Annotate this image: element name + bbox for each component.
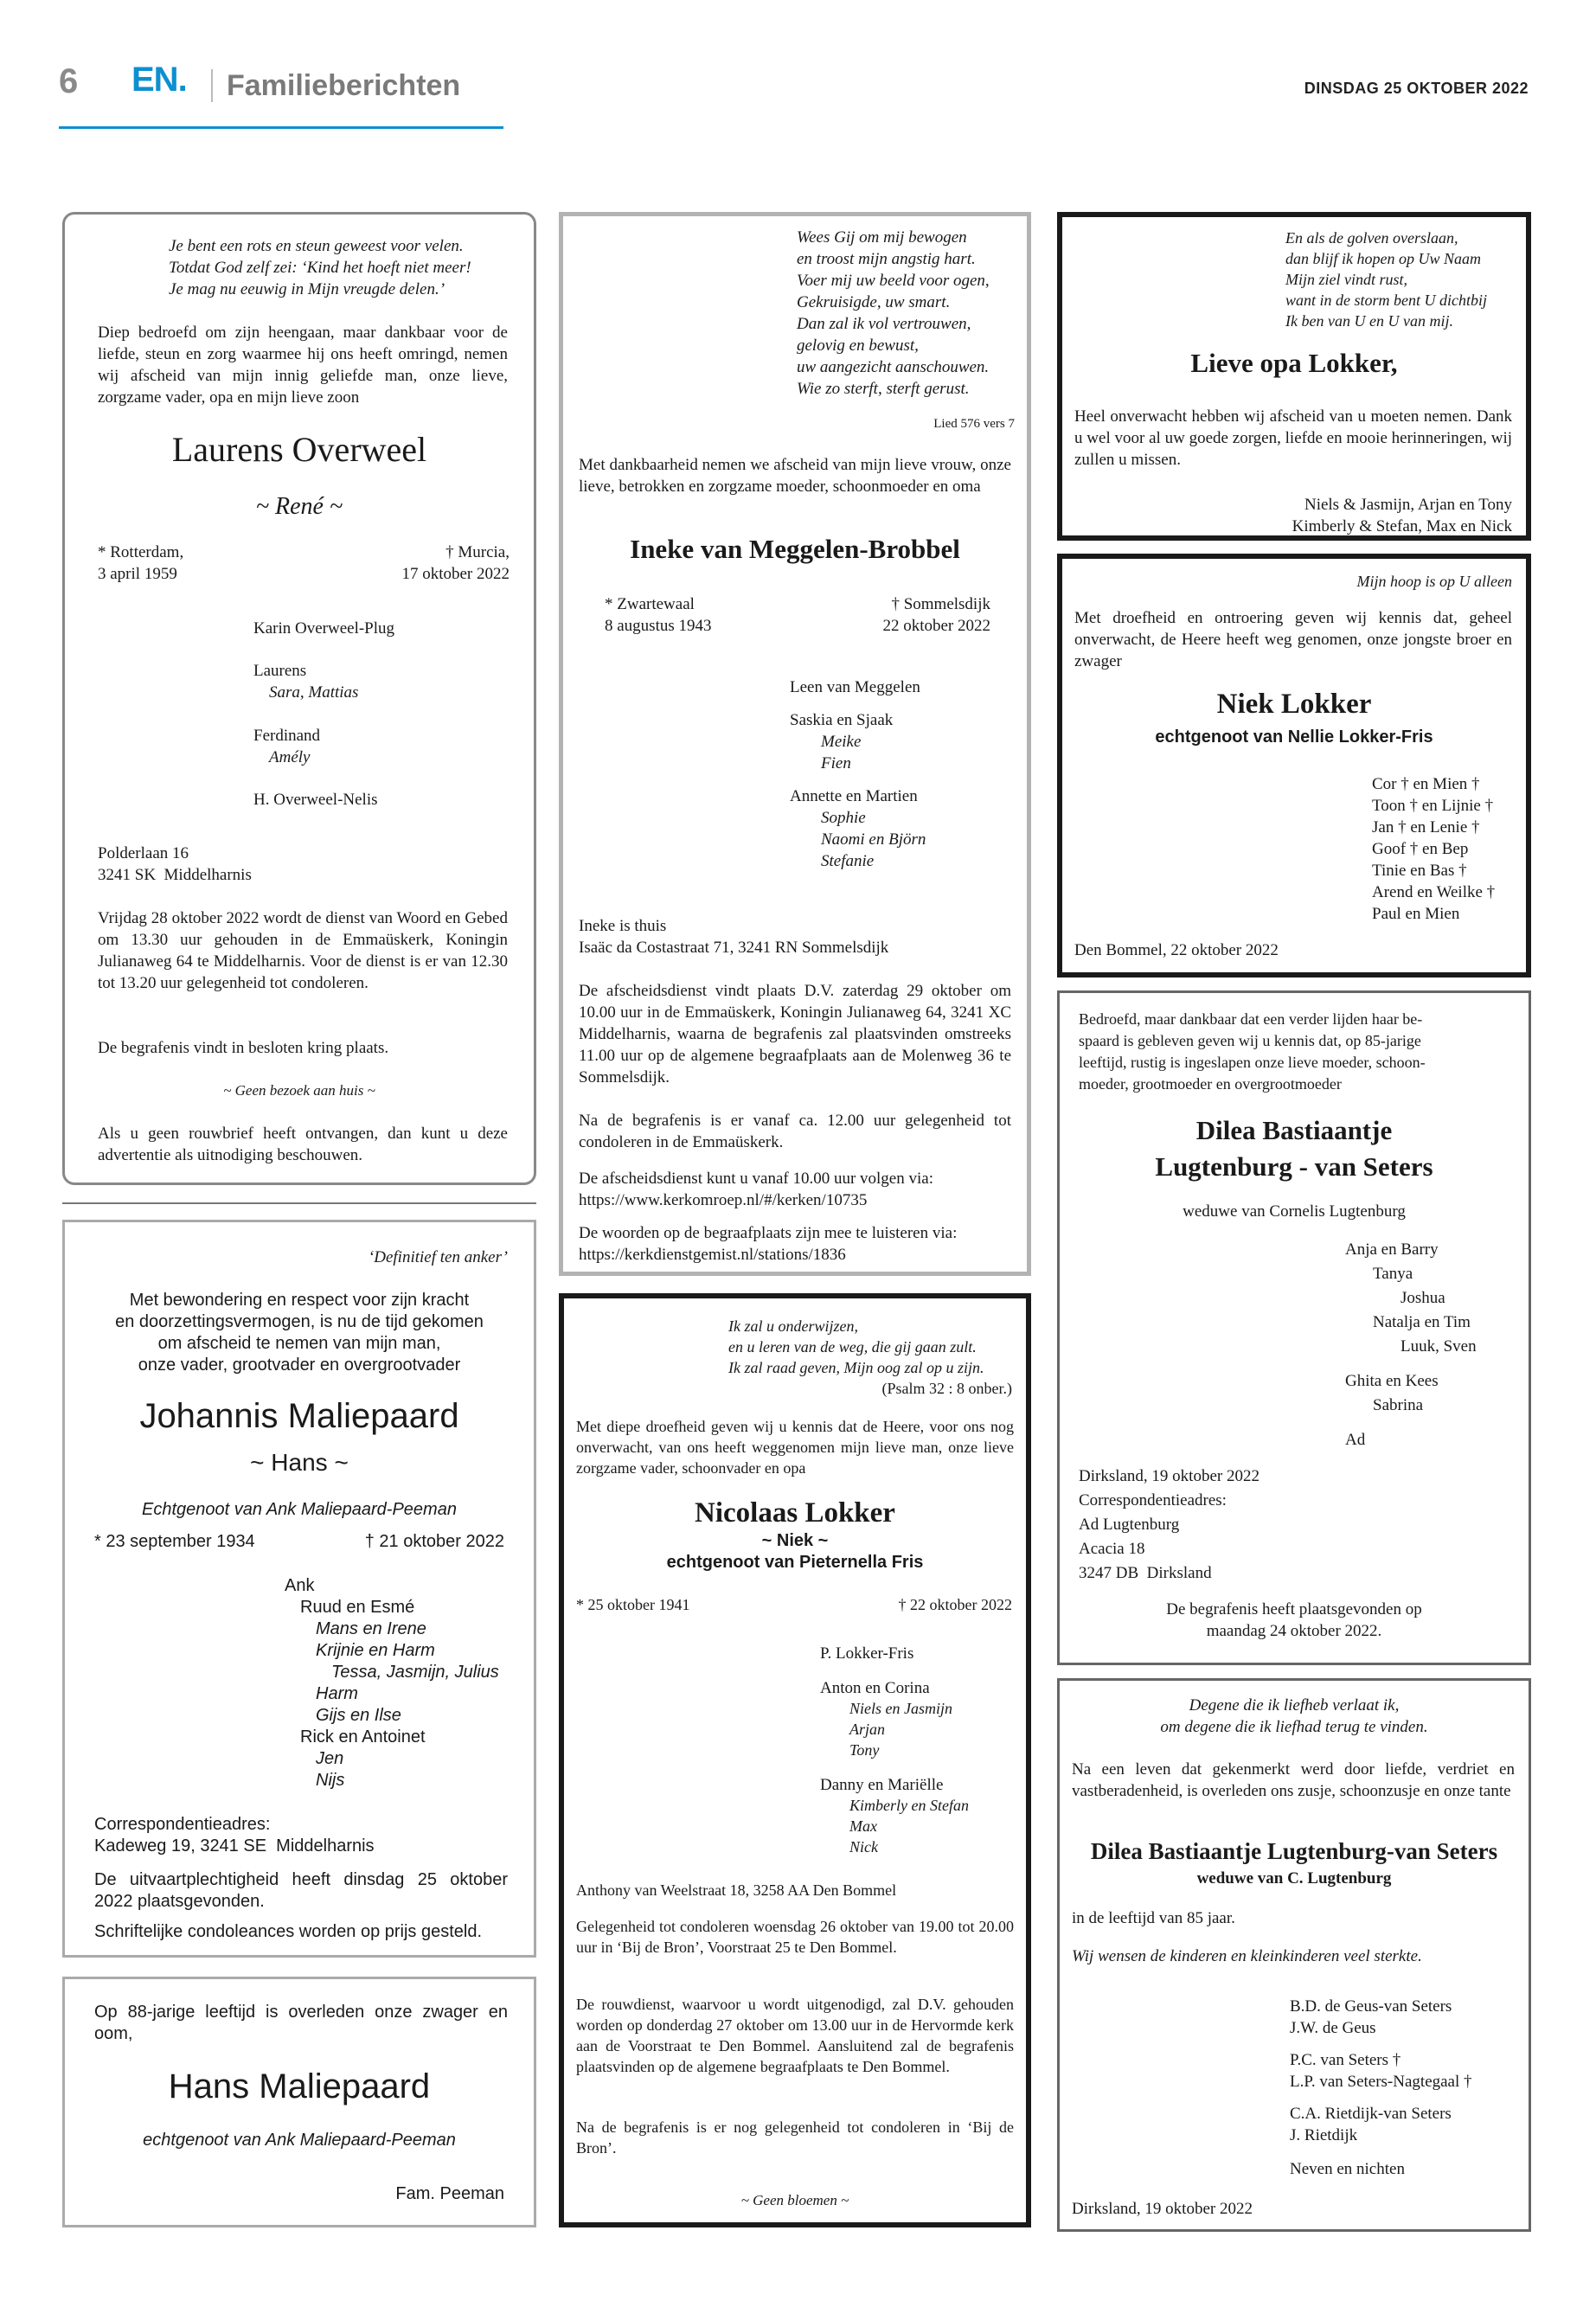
family-member: Cor † en Mien † [1372,775,1480,793]
corr-street: Acacia 18 [1079,1540,1145,1558]
family-member: Max [849,1817,877,1835]
corr-address: Kadeweg 19, 3241 SE Middelharnis [94,1836,375,1856]
family-member: Danny en Mariëlle [820,1776,944,1794]
intro-line: leeftijd, rustig is ingeslapen onze lieve moeder, schoon- [1079,1054,1426,1071]
address: Anthony van Weelstraat 18, 3258 AA Den Bommel [576,1881,897,1899]
deceased-name-line2: Lugtenburg - van Seters [1155,1151,1433,1182]
poem-line: Dan zal ik vol vertrouwen, [797,315,971,333]
died-date: † 21 oktober 2022 [364,1532,504,1551]
page-number: 6 [59,62,79,100]
header-divider [211,69,213,102]
family-member: Ferdinand [253,727,321,745]
intro-text: Diep bedroefd om zijn heengaan, maar dankbaar voor de liefde, steun en zorg waarmee hij ons heeft omringd, nemen wij afscheid van mijn innig geliefde man, onze lieve, zorgzame vader, opa en mijn lieve zoon [98,324,508,407]
spouse-note: Echtgenoot van Ank Maliepaard-Peeman [142,1500,457,1519]
ad-dilea-bastiaantje-family [1057,990,1531,1665]
words-label: De woorden op de begraafplaats zijn mee te luisteren via: [579,1224,958,1242]
family-member: Sophie [821,809,866,827]
burial-line: maandag 24 oktober 2022. [1206,1622,1382,1640]
family-member: Rick en Antoinet [300,1727,426,1747]
corr-label: Correspondentieadres: [94,1815,271,1834]
intro-line: onze vader, grootvader en overgrootvader [138,1356,461,1375]
deceased-name: Johannis Maliepaard [139,1397,459,1435]
family-member: Ad [1345,1431,1366,1449]
family-member: Goof † en Bep [1372,840,1469,858]
family-member: Kimberly en Stefan [849,1797,969,1814]
deceased-name: Dilea Bastiaantje Lugtenburg-van Seters [1090,1838,1498,1864]
family-member: J. Rietdijk [1290,2126,1358,2144]
spouse-note: echtgenoot van Ank Maliepaard-Peeman [143,2131,456,2150]
family-member: Tony [849,1741,880,1759]
family-member: Nick [849,1838,878,1856]
ad-niek-lokker [1057,554,1531,977]
motto: ‘Definitief ten anker’ [368,1248,508,1266]
intro-line: Met bewondering en respect voor zijn kracht [129,1291,470,1310]
family-member: Annette en Martien [790,787,918,805]
family-member: J.W. de Geus [1290,2019,1376,2037]
poem-line: om degene die ik liefhad terug te vinden. [1160,1718,1428,1736]
family-member: Ghita en Kees [1345,1372,1439,1390]
family-member: Amély [269,748,311,766]
stream-link[interactable]: https://www.kerkomroep.nl/#/kerken/10735 [579,1191,868,1209]
header-rule [59,126,503,129]
poem-line: Mijn ziel vindt rust, [1285,271,1407,288]
died-place: † Sommelsdijk [891,595,990,613]
family-member: Sara, Mattias [269,683,359,702]
message-text: Heel onverwacht hebben wij afscheid van u moeten nemen. Dank u wel voor al uw goede zorgen, liefde en mooie herinneringen, wij zullen u missen. [1074,407,1512,469]
family-member: Luuk, Sven [1401,1337,1477,1356]
family-member: Anton en Corina [820,1679,930,1697]
place-date: Dirksland, 19 oktober 2022 [1072,2200,1253,2218]
born-place: * Rotterdam, [98,543,184,561]
family-member: Karin Overweel-Plug [253,619,395,638]
poem-line: Gekruisigde, uw smart. [797,293,951,311]
no-visit-note: ~ Geen bezoek aan huis ~ [223,1082,375,1099]
born-place: * Zwartewaal [605,595,695,613]
poem-line: Wie zo sterft, sterft gerust. [797,380,970,398]
family-member: Krijnie en Harm [316,1641,435,1660]
family-member: Tessa, Jasmijn, Julius [331,1663,499,1682]
poem-source: (Psalm 32 : 8 onber.) [881,1380,1012,1397]
family-member: Jen [316,1749,344,1768]
intro-text: Met diepe droefheid geven wij u kennis dat de Heere, voor ons nog onverwacht, van ons heeft weggenomen mijn lieve man, onze lieve zorgzame vader, schoonvader en opa [576,1418,1014,1477]
family-member: Naomi en Björn [821,830,926,849]
heading: Lieve opa Lokker, [1190,348,1398,378]
poem-line: Je bent een rots en steun geweest voor velen. [169,237,464,255]
condole-text: Na de begrafenis is er vanaf ca. 12.00 uur gelegenheid tot condoleren in de Emmaüskerk. [579,1112,1011,1151]
section-title: Familieberichten [227,69,461,102]
family-member: C.A. Rietdijk-van Seters [1290,2105,1452,2123]
family-member: B.D. de Geus-van Seters [1290,1997,1452,2016]
condole-text: Gelegenheid tot condoleren woensdag 26 oktober van 19.00 tot 20.00 uur in ‘Bij de Bron’, Voorstraat 25 te Den Bommel. [576,1918,1014,1956]
died-place: † Murcia, [445,543,510,561]
deceased-name: Ineke van Meggelen-Brobbel [630,534,960,564]
family-member: Tanya [1373,1265,1413,1283]
poem-line: en u leren van de weg, die gij gaan zult. [728,1338,977,1356]
family-member: Fien [821,754,851,772]
corr-name: Ad Lugtenburg [1079,1516,1180,1534]
ad-johannis-maliepaard [62,1220,536,1958]
invite-text: Als u geen rouwbrief heeft ontvangen, dan kunt u deze advertentie als uitnodiging beschouwen. [98,1125,508,1164]
poem-line: dan blijf ik hopen op Uw Naam [1285,250,1481,267]
intro-line: Bedroefd, maar dankbaar dat een verder lijden haar be- [1079,1010,1423,1028]
deceased-name-line1: Dilea Bastiaantje [1195,1115,1393,1145]
poem-source: Lied 576 vers 7 [933,417,1015,431]
no-flowers-note: ~ Geen bloemen ~ [740,2192,849,2208]
family-member: L.P. van Seters-Nagtegaal † [1290,2073,1472,2091]
address-line: Polderlaan 16 [98,844,189,862]
intro-line: spaard is gebleven geven wij u kennis dat, op 85-jarige [1079,1032,1421,1049]
intro-text: Met dankbaarheid nemen we afscheid van mijn lieve vrouw, onze lieve, betrokken en zorgzame moeder, schoonmoeder en oma [579,456,1011,496]
intro-line: om afscheid te nemen van mijn man, [157,1334,441,1353]
poem-line: gelovig en bewust, [797,336,919,355]
family-member: Tinie en Bas † [1372,862,1467,880]
family-member: Niels en Jasmijn [849,1700,952,1717]
deceased-name: Nicolaas Lokker [695,1497,895,1529]
service-text: De rouwdienst, waarvoor u wordt uitgenodigd, zal D.V. gehouden worden op donderdag 27 oktober om 13.00 uur in de Hervormde kerk aan de Voorstraat te Den Bommel. Aansluitend zal de begrafenis plaatsvinden op de algemene begraafplaats te Den Bommel. [576,1996,1014,2075]
family-member: Leen van Meggelen [790,678,920,696]
intro-text: Met droefheid en ontroering geven wij kennis dat, geheel onverwacht, de Heere heeft weg genomen, onze jongste broer en zwager [1074,609,1512,670]
family-member: Harm [316,1684,358,1703]
wish-text: Wij wensen de kinderen en kleinkinderen veel sterkte. [1072,1947,1422,1965]
ad-laurens-overweel [62,212,536,1185]
deceased-name: Hans Maliepaard [168,2067,431,2106]
family-member: Anja en Barry [1345,1240,1439,1259]
family-member: Laurens [253,662,307,680]
ad-nicolaas-lokker [559,1293,1031,2227]
funeral-text: De uitvaartplechtigheid heeft dinsdag 25 oktober 2022 plaatsgevonden. [94,1870,508,1911]
poem-line: Voer mij uw beeld voor ogen, [797,272,990,290]
family-member: H. Overweel-Nelis [253,791,378,809]
signed: Fam. Peeman [395,2184,504,2203]
intro-text: Op 88-jarige leeftijd is overleden onze zwager en oom, [94,2003,508,2043]
nickname: ~ Hans ~ [250,1449,349,1476]
poem-line: Ik ben van U en U van mij. [1285,312,1453,330]
poem-line: Wees Gij om mij bewogen [797,228,967,247]
deceased-name: Laurens Overweel [171,430,427,469]
spouse-note: echtgenoot van Pieternella Fris [666,1553,924,1572]
burial-line: De begrafenis heeft plaatsgevonden op [1166,1600,1422,1618]
column-divider [62,1202,536,1204]
poem-line: Ik zal u onderwijzen, [728,1317,858,1335]
age-text: in de leeftijd van 85 jaar. [1072,1909,1235,1927]
poem-line: en troost mijn angstig hart. [797,250,976,268]
family-member: P.C. van Seters † [1290,2051,1401,2069]
service-text: Vrijdag 28 oktober 2022 wordt de dienst van Woord en Gebed om 13.30 uur gehouden in de Emmaüskerk, Koningin Julianaweg 64 te Middelharnis. Voor de dienst is er van 12.30 tot 13.20 uur gelegenheid tot condoleren. [98,909,508,992]
intro-text: Na een leven dat gekenmerkt werd door liefde, verdriet en vastberadenheid, is overleden ons zusje, schoonzusje en onze tante [1072,1760,1515,1800]
corr-city: 3247 DB Dirksland [1079,1564,1212,1582]
poem-line: Totdat God zelf zei: ‘Kind het hoeft niet meer! [169,259,471,277]
family-member: Saskia en Sjaak [790,711,894,729]
born-date: 3 april 1959 [98,565,177,583]
family-member: Joshua [1401,1289,1445,1307]
stream-label: De afscheidsdienst kunt u vanaf 10.00 uur volgen via: [579,1170,933,1188]
family-member: Neven en nichten [1290,2160,1405,2178]
intro-line: en doorzettingsvermogen, is nu de tijd gekomen [115,1312,484,1331]
poem-line: Ik zal raad geven, Mijn oog zal op u zijn. [728,1359,984,1376]
family-member: Arjan [849,1721,886,1738]
died-date: 17 oktober 2022 [401,565,510,583]
signed-line: Kimberly & Stefan, Max en Nick [1292,517,1512,535]
family-member: Mans en Irene [316,1619,426,1638]
place-date: Den Bommel, 22 oktober 2022 [1074,941,1279,959]
home-note: Ineke is thuis [579,917,667,935]
family-member: Gijs en Ilse [316,1706,401,1725]
ad-ineke-van-meggelen [559,212,1031,1276]
spouse-note: echtgenoot van Nellie Lokker-Fris [1155,727,1433,747]
died-date: 22 oktober 2022 [882,617,990,635]
family-member: Arend en Weilke † [1372,883,1496,901]
family-member: Sabrina [1373,1396,1424,1414]
widow-note: weduwe van Cornelis Lugtenburg [1183,1202,1406,1221]
address: Isaäc da Costastraat 71, 3241 RN Sommelsdijk [579,939,889,957]
intro-line: moeder, grootmoeder en overgrootmoeder [1079,1075,1342,1093]
ad-lieve-opa-lokker [1057,212,1531,541]
poem-line: Degene die ik liefheb verlaat ik, [1189,1696,1400,1715]
corr-label: Correspondentieadres: [1079,1491,1227,1509]
nickname: ~ René ~ [255,493,343,520]
died-date: † 22 oktober 2022 [898,1596,1012,1613]
written-condolence: Schriftelijke condoleances worden op prijs gesteld. [94,1922,483,1941]
ad-dilea-bastiaantje-siblings [1057,1678,1531,2232]
poem-line: want in de storm bent U dichtbij [1285,292,1487,309]
family-member: Ruud en Esmé [300,1598,415,1617]
after-text: Na de begrafenis is er nog gelegenheid tot condoleren in ‘Bij de Bron’. [576,2118,1014,2157]
motto: Mijn hoop is op U alleen [1356,573,1512,590]
born-date: * 23 september 1934 [94,1532,255,1551]
family-member: Ank [285,1576,315,1595]
place-date: Dirksland, 19 oktober 2022 [1079,1467,1259,1485]
family-member: Toon † en Lijnie † [1372,797,1494,815]
born-date: * 25 oktober 1941 [576,1596,690,1613]
nickname: ~ Niek ~ [761,1531,829,1550]
deceased-name: Niek Lokker [1216,689,1372,720]
family-member: Jan † en Lenie † [1372,818,1480,836]
family-member: P. Lokker-Fris [820,1644,914,1663]
address-line: 3241 SK Middelharnis [98,866,252,884]
family-member: Nijs [316,1771,345,1790]
signed-line: Niels & Jasmijn, Arjan en Tony [1304,496,1512,514]
issue-date: DINSDAG 25 OKTOBER 2022 [1304,80,1529,97]
words-link[interactable]: https://kerkdienstgemist.nl/stations/1836 [579,1246,846,1264]
family-member: Stefanie [821,852,875,870]
burial-text: De begrafenis vindt in besloten kring plaats. [98,1039,389,1057]
born-date: 8 augustus 1943 [605,617,712,635]
family-member: Meike [821,733,862,751]
family-member: Natalja en Tim [1373,1313,1471,1331]
newspaper-logo: EN. [131,61,187,99]
poem-line: En als de golven overslaan, [1285,229,1458,247]
ad-hans-maliepaard [62,1977,536,2227]
family-member: Paul en Mien [1372,905,1460,923]
poem-line: Je mag nu eeuwig in Mijn vreugde delen.’ [169,280,445,298]
poem-line: uw aangezicht aanschouwen. [797,358,990,376]
service-text: De afscheidsdienst vindt plaats D.V. zaterdag 29 oktober om 10.00 uur in de Emmaüskerk, Koningin Julianaweg 64, 3241 XC Middelharnis, waarna de begrafenis zal plaatsvinden omstreeks 11.00 uur op de algemene begraafplaats aan de Molenweg 36 te Sommelsdijk. [579,982,1011,1086]
widow-note: weduwe van C. Lugtenburg [1196,1869,1392,1888]
